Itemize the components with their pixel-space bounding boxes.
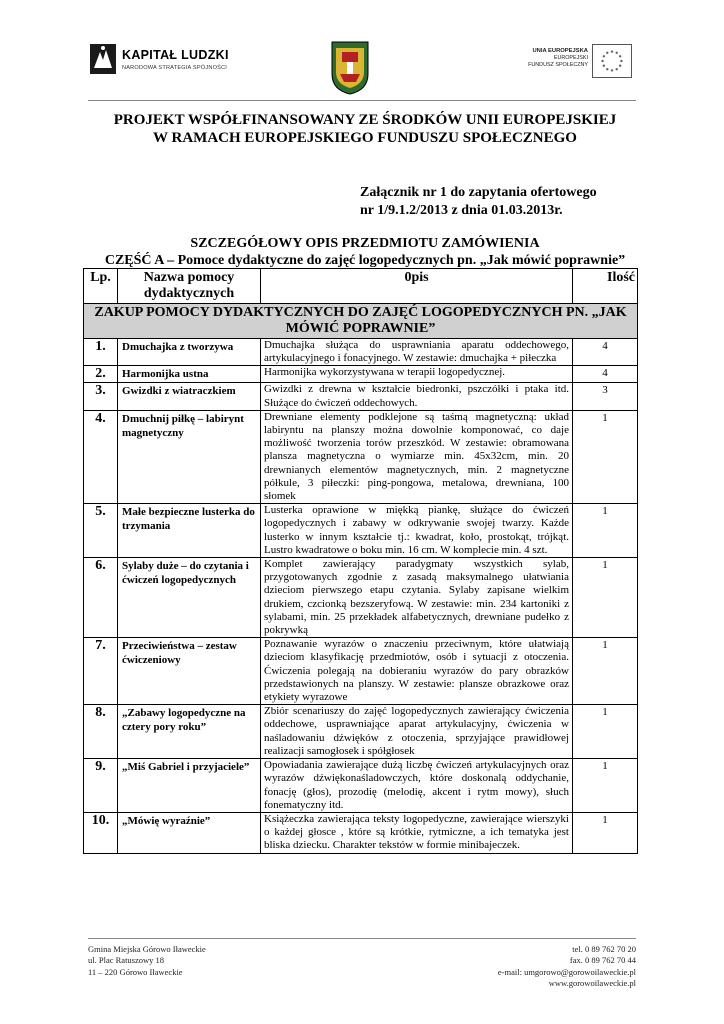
footer-email[interactable]: e-mail: umgorowo@gorowoilaweckie.pl — [497, 966, 636, 977]
footer-address — [88, 944, 206, 978]
specification-heading — [60, 235, 670, 269]
item-description: Drewniane elementy podklejone są taśmą magnetyczną: układ labiryntu na planszy można dowolnie komponować, co daje możliwość tworzenia torów przeszkód. W zestawie: obramowana plansza magnetyczna o wymiarze min. 45x32cm, min. 20 drewnianych elementów magnetycznych, min. 2 magnetyczne półkule, 3 piłeczki: ping-pongowa, metalowa, drewniana, 100 słomek — [261, 410, 573, 503]
row-number: 10. — [84, 812, 118, 853]
attachment-line-1: Załącznik nr 1 do zapytania ofertowego — [360, 185, 597, 200]
footer-left-line-3: 11 – 220 Górowo Iławeckie — [88, 966, 183, 977]
item-description: Książeczka zawierająca teksty logopedyczne, zawierające wierszyki o każdej głosce , które są krótkie, rytmiczne, a ich tematyka jest bliska dziecku. Charakter tekstów w formie minibajeczek. — [261, 812, 573, 853]
items-table — [83, 268, 638, 854]
row-number: 4. — [84, 410, 118, 503]
header-lp: Lp. — [84, 269, 118, 304]
item-name: Przeciwieństwa – zestaw ćwiczeniowy — [118, 638, 261, 705]
section-row — [84, 304, 638, 339]
footer-website[interactable]: www.gorowoilaweckie.pl — [548, 977, 636, 988]
item-quantity: 1 — [573, 410, 638, 503]
project-title-line-1: PROJEKT WSPÓŁFINANSOWANY ZE ŚRODKÓW UNII EUROPEJSKIEJ — [113, 112, 617, 128]
page-header — [0, 0, 724, 100]
eu-line-2: EUROPEJSKI — [553, 55, 588, 61]
table-row — [84, 339, 638, 366]
item-name: Dmuchajka z tworzywa — [118, 339, 261, 366]
row-number: 2. — [84, 366, 118, 383]
item-name: Gwizdki z wiatraczkiem — [118, 383, 261, 410]
specification-line-1: SZCZEGÓŁOWY OPIS PRZEDMIOTU ZAMÓWIENIA — [190, 236, 540, 251]
town-crest-icon — [330, 40, 370, 96]
project-title-line-2: W RAMACH EUROPEJSKIEGO FUNDUSZU SPOŁECZNEGO — [153, 130, 577, 146]
footer-divider — [88, 938, 636, 939]
eu-line-3: FUNDUSZ SPOŁECZNY — [528, 62, 588, 68]
item-quantity: 1 — [573, 705, 638, 759]
item-quantity: 4 — [573, 339, 638, 366]
item-quantity: 1 — [573, 504, 638, 558]
table-row — [84, 638, 638, 705]
kapital-ludzki-logo — [88, 42, 238, 82]
table-row — [84, 410, 638, 503]
table-row — [84, 366, 638, 383]
table-row — [84, 383, 638, 410]
kapital-ludzki-title: KAPITAŁ LUDZKI — [122, 48, 229, 62]
project-title — [60, 111, 670, 147]
table-row — [84, 504, 638, 558]
row-number: 6. — [84, 558, 118, 638]
item-description: Opowiadania zawierające dużą liczbę ćwiczeń artykulacyjnych oraz wyrazów dźwiękonaśladowczych, które doskonalą oddychanie, fonację (głos), prozodię (melodię, akcent i rytm mowy), słuch fonematyczny itd. — [261, 759, 573, 813]
row-number: 7. — [84, 638, 118, 705]
table-row — [84, 812, 638, 853]
table-row — [84, 759, 638, 813]
header-quantity: Ilość — [573, 269, 638, 304]
header-name: Nazwa pomocy dydaktycznych — [118, 269, 261, 304]
item-name: „Miś Gabriel i przyjaciele” — [118, 759, 261, 813]
item-name: Dmuchnij piłkę – labirynt magnetyczny — [118, 410, 261, 503]
item-name: Małe bezpieczne lusterka do trzymania — [118, 504, 261, 558]
attachment-info — [360, 184, 640, 220]
item-quantity: 1 — [573, 812, 638, 853]
item-name: „Mówię wyraźnie” — [118, 812, 261, 853]
section-title: ZAKUP POMOCY DYDAKTYCZNYCH DO ZAJĘĆ LOGOPEDYCZNYCH PN. „JAK MÓWIĆ POPRAWNIE” — [84, 304, 638, 339]
kapital-ludzki-emblem-icon — [88, 42, 118, 76]
specification-line-2: CZĘŚĆ A – Pomoce dydaktyczne do zajęć logopedycznych pn. „Jak mówić poprawnie” — [104, 253, 626, 268]
row-number: 5. — [84, 504, 118, 558]
item-quantity: 1 — [573, 638, 638, 705]
item-name: Sylaby duże – do czytania i ćwiczeń logopedycznych — [118, 558, 261, 638]
row-number: 1. — [84, 339, 118, 366]
item-quantity: 1 — [573, 558, 638, 638]
attachment-line-2: nr 1/9.1.2/2013 z dnia 01.03.2013r. — [360, 203, 563, 218]
eu-text — [508, 48, 588, 69]
header-divider — [88, 100, 636, 101]
item-description: Dmuchajka służąca do usprawniania aparatu oddechowego, artykulacyjnego i fonacyjnego. W zestawie: dmuchajka + piłeczka — [261, 339, 573, 366]
item-quantity: 4 — [573, 366, 638, 383]
item-description: Harmonijka wykorzystywana w terapii logopedycznej. — [261, 366, 573, 383]
row-number: 9. — [84, 759, 118, 813]
table-row — [84, 705, 638, 759]
footer-contact — [498, 944, 636, 989]
footer-left-line-2: ul. Plac Ratuszowy 18 — [88, 955, 165, 966]
item-quantity: 1 — [573, 759, 638, 813]
row-number: 8. — [84, 705, 118, 759]
eu-line-1: UNIA EUROPEJSKA — [532, 48, 588, 54]
item-quantity: 3 — [573, 383, 638, 410]
footer-left-line-1: Gmina Miejska Górowo Iławeckie — [88, 944, 206, 954]
item-description: Gwizdki z drewna w kształcie biedronki, pszczółki i ptaka itd. Służące do ćwiczeń oddechowych. — [261, 383, 573, 410]
item-description: Komplet zawierający paradygmaty wszystkich sylab, przygotowanych zgodnie z zasadą maksymalnego ułatwiania dzieciom pierwszego etapu czytania. Sylaby zapisane wielkim drukiem, czcionką bezszeryfową. W zestawie: min. 234 kartoniki z sylabami, min. 25 przekładek alfabetycznych, drewniane pudełko z pokrywką — [261, 558, 573, 638]
item-description: Zbiór scenariuszy do zajęć logopedycznych zawierający ćwiczenia oddechowe, usprawniające aparat artykulacyjny, ćwiczenia w naśladowaniu dźwięków z otoczenia, sprzyjające prawidłowej realizacji samogłosek i spółgłosek — [261, 705, 573, 759]
table-header-row — [84, 269, 638, 304]
item-name: „Zabawy logopedyczne na cztery pory roku” — [118, 705, 261, 759]
item-description: Poznawanie wyrazów o znaczeniu przeciwnym, które ułatwiają dzieciom klasyfikację przedmiotów, osób i sytuacji z otoczenia. Ćwiczenia polegają na dobieraniu wyrazów do pary obrazków przedstawionych na planszy. W zestawie: plansze obrazkowe oraz etykiety wyrazowe — [261, 638, 573, 705]
footer-fax: fax. 0 89 762 70 44 — [569, 955, 636, 966]
row-number: 3. — [84, 383, 118, 410]
table-row — [84, 558, 638, 638]
footer-phone: tel. 0 89 762 70 20 — [572, 944, 636, 954]
eu-flag-icon — [592, 44, 632, 78]
item-description: Lusterka oprawione w miękką piankę, służące do ćwiczeń logopedycznych i zabawy w odkrywanie swojej twarzy. Każde lusterko w innym kształcie tj.: kwadrat, koło, prostokąt, trójkąt. Lustro kwadratowe o boku min. 16 cm. W komplecie min. 4 szt. — [261, 504, 573, 558]
item-name: Harmonijka ustna — [118, 366, 261, 383]
kapital-ludzki-subtitle: NARODOWA STRATEGIA SPÓJNOŚCI — [122, 65, 228, 71]
header-description: 0pis — [261, 269, 573, 304]
